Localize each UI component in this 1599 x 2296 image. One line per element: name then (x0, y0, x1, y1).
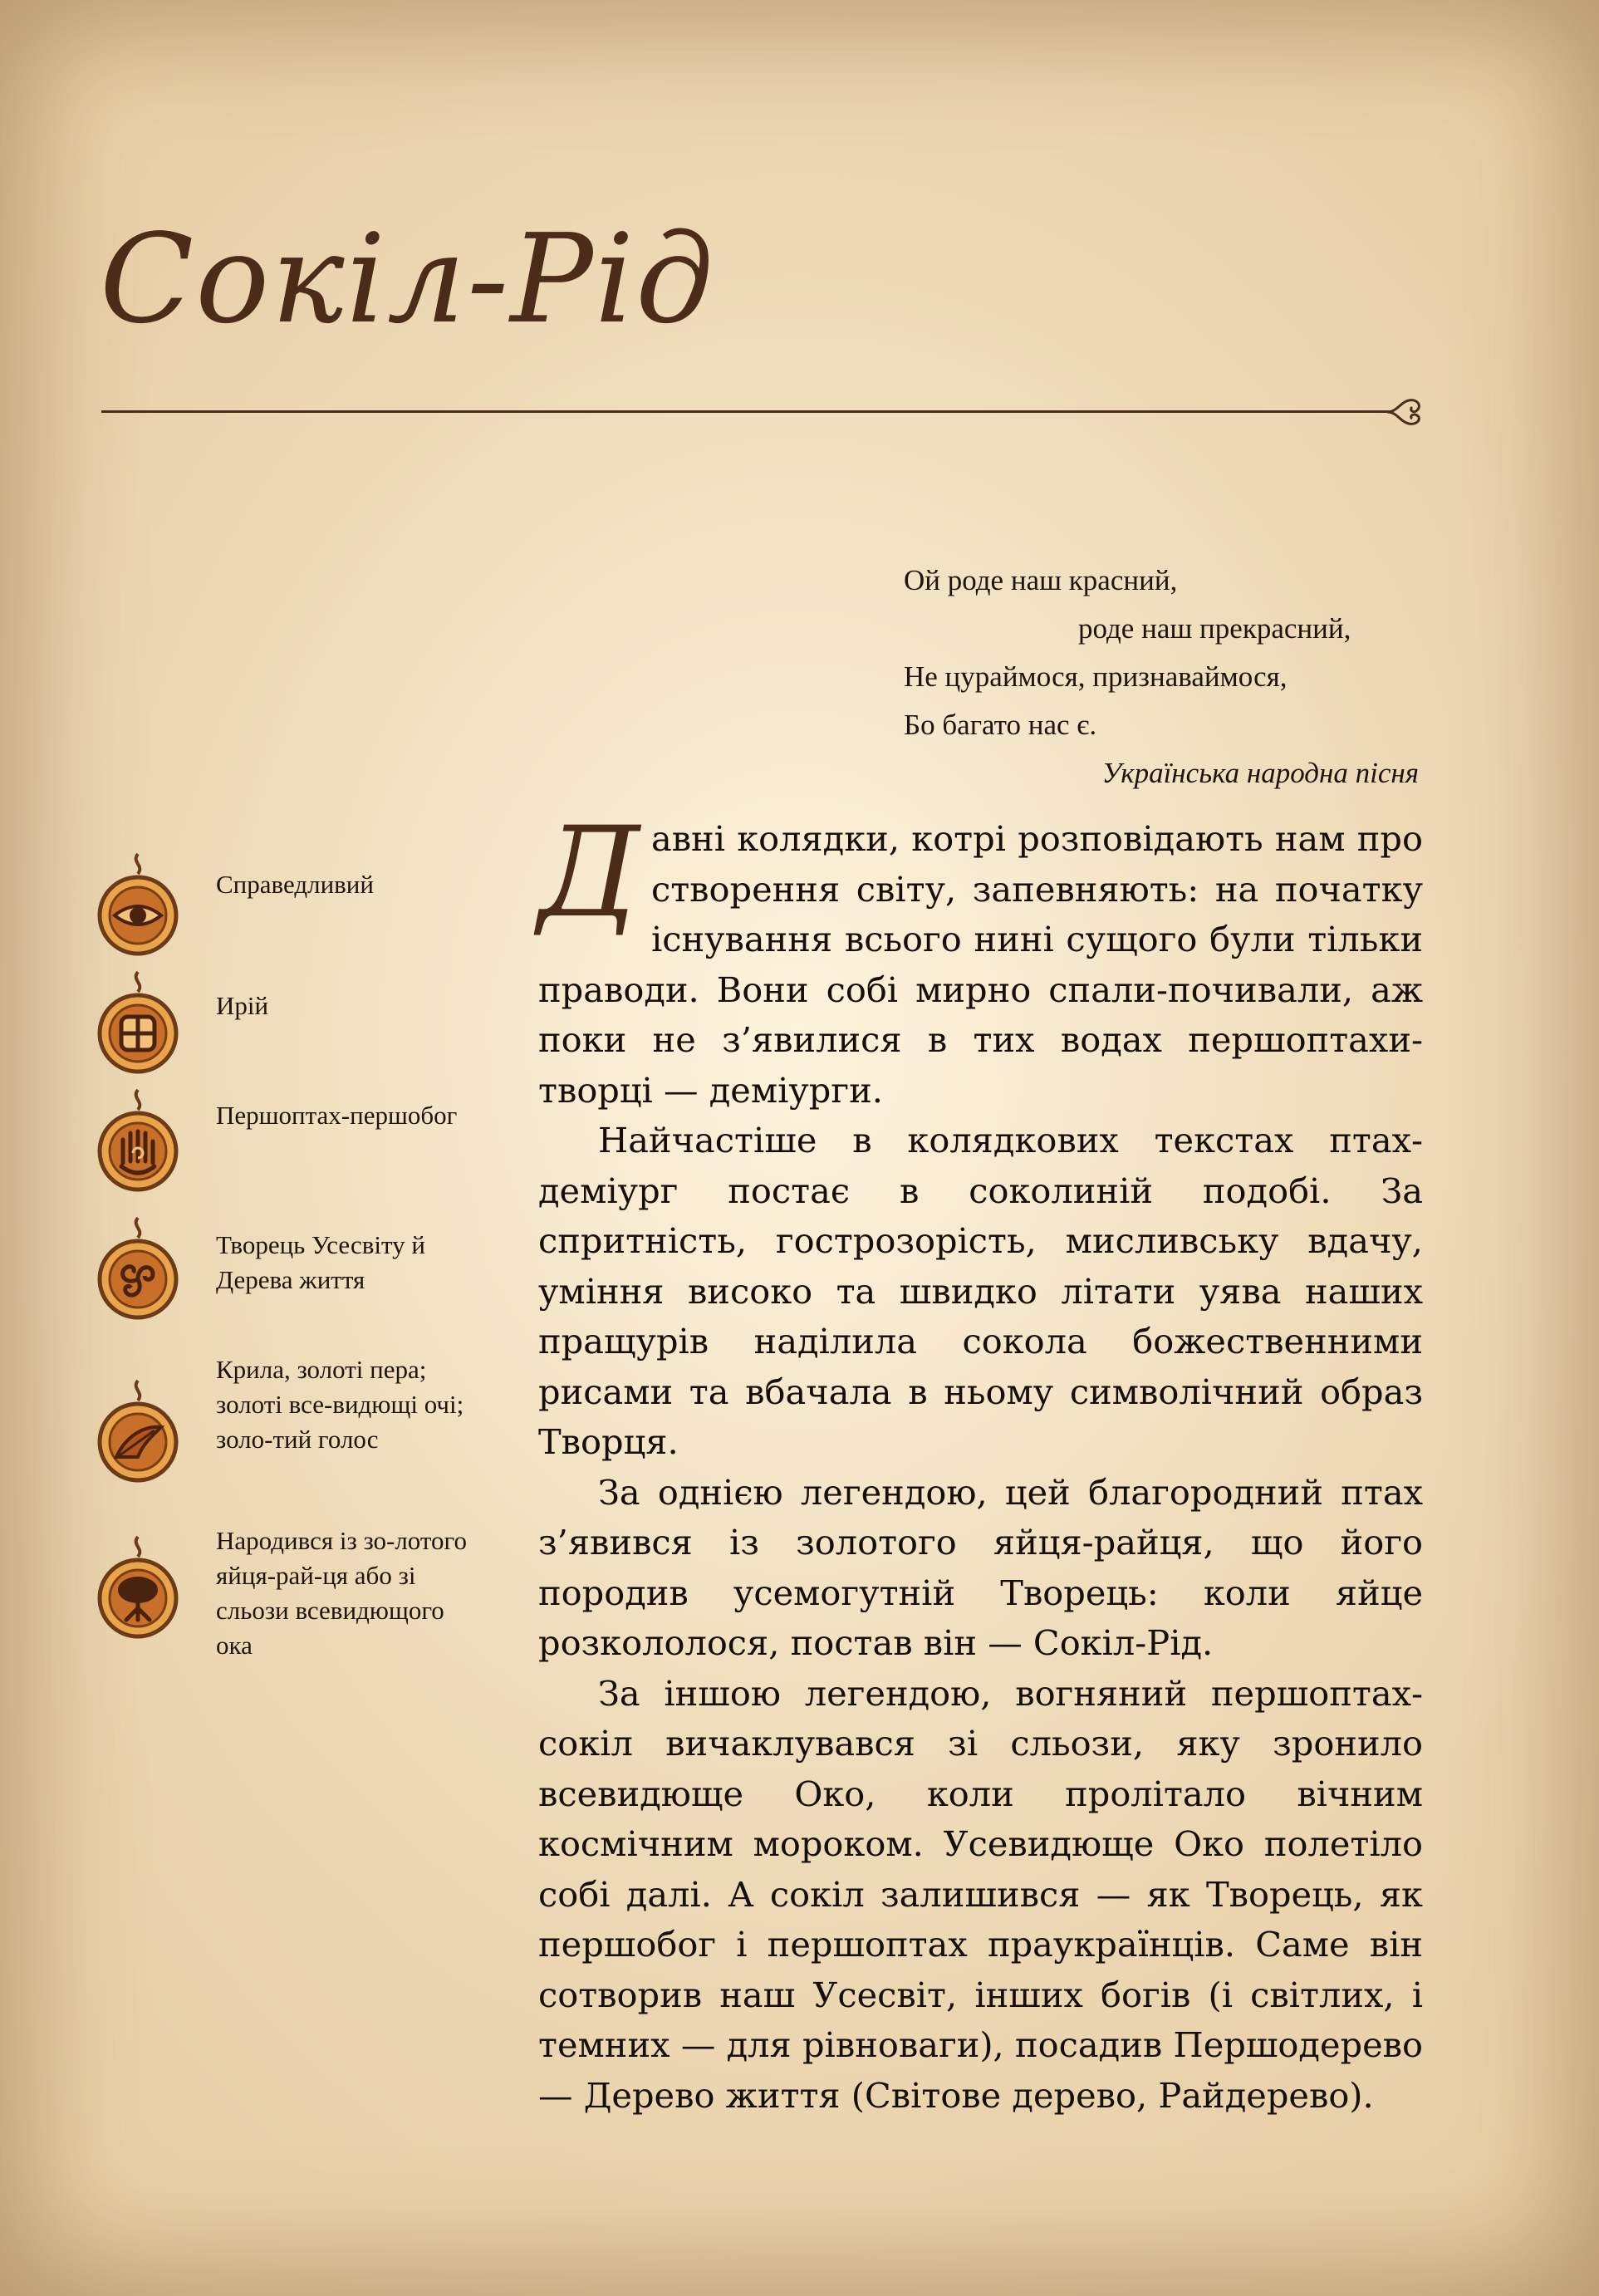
sidebar-item (93, 980, 475, 1080)
eye-icon (93, 851, 183, 960)
epigraph-line: Не цураймося, признаваймося, (904, 660, 1288, 693)
sidebar-item-label: Першоптах-першобог (216, 1101, 458, 1130)
sidebar-item (93, 1355, 475, 1484)
article-body (538, 801, 1423, 2121)
feather-icon (93, 1377, 183, 1487)
epigraph (904, 557, 1419, 797)
epigraph-line: роде наш прекрасний, (1078, 612, 1351, 645)
sidebar-item (93, 856, 475, 955)
article-paragraph: За іншою легендою, вогняний першоптах-сокіл вичаклувався зі сльози, яку зронило всевидюще Око, коли пролітало вічним космічним мороком. Усевидюще Око полетіло собі далі. А сокіл залишився — як Творець, як першобог і першоптах праукраїнців. Саме він сотворив наш Усесвіт, інших богів (і світлих, і темних — для рівноваги), посадив Першодерево — Дерево життя (Світове дерево, Райдерево). (538, 1672, 1423, 2116)
epigraph-line: Бо багато нас є. (904, 709, 1097, 741)
sidebar-item-label: Народився із зо-лотого яйця-рай-ця або зі сльози всевидющого ока (216, 1526, 467, 1660)
hand-spiral-icon (93, 1087, 183, 1196)
sidebar-item-label: Крила, золоті пера; золоті все-видющі очі; золо-тий голос (216, 1355, 464, 1454)
title-divider (101, 410, 1393, 413)
sidebar-item-label: Ирій (216, 991, 269, 1020)
sidebar-item (93, 1101, 475, 1204)
tree-icon (93, 1533, 183, 1643)
epigraph-line: Ой роде наш красний, (904, 564, 1178, 596)
flourish-icon (1386, 390, 1425, 435)
sidebar-item-label: Справедливий (216, 870, 374, 899)
article-paragraph (538, 801, 1423, 1116)
triskele-icon (93, 1214, 183, 1324)
sidebar-item-label: Творець Усесвіту й Дерева життя (216, 1230, 425, 1294)
sidebar-item (93, 1230, 475, 1332)
drop-cap: Д (538, 801, 640, 945)
article-paragraph: За однією легендою, цей благородний птах з’явився із золотого яйця-райця, що його породив усемогутній Творець: коли яйце розкололося, постав він — Сокіл-Рід. (538, 1471, 1423, 1663)
paragraph-text: авні колядки, котрі розповідають нам про створення світу, запевняють: на початку існування всього нині сущого були тільки праводи. Вони собі мирно спали-почивали, аж поки не з’явилися в тих водах першоптахи-творці — деміурги. (538, 818, 1423, 1111)
epigraph-source: Українська народна пісня (1101, 757, 1419, 789)
article-paragraph: Найчастіше в колядкових текстах птах-деміург постає в соколиній подобі. За спритність, гострозорість, мисливську вдачу, уміння високо та швидко літати уява наших пращурів наділила сокола божественними рисами та вбачала в ньому символічний образ Творця. (538, 1120, 1423, 1462)
sidebar-item (93, 1526, 475, 1660)
page-title: Сокіл-Рід (100, 208, 716, 351)
window-icon (93, 969, 183, 1078)
